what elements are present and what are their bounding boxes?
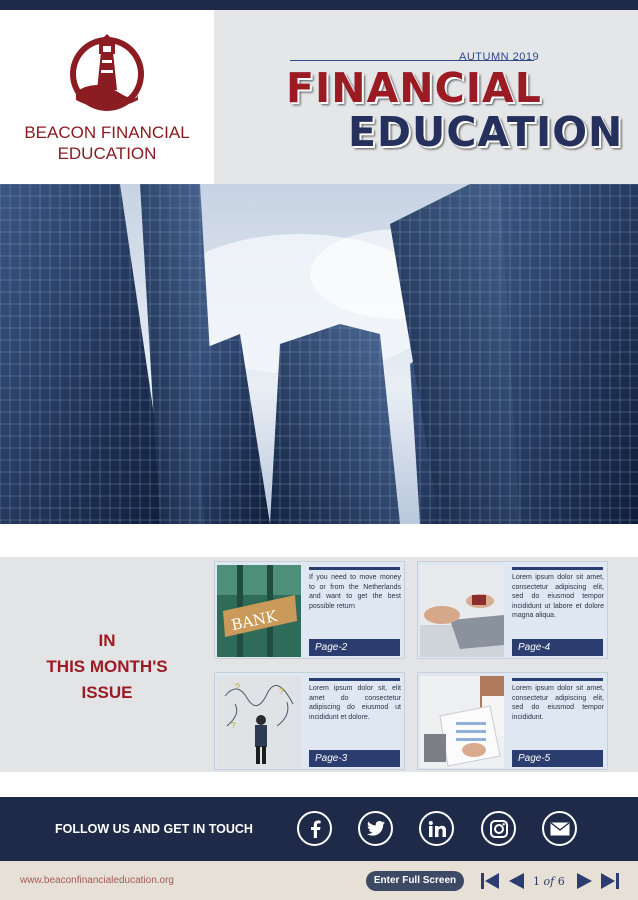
title-line2: EDUCATION [348,108,624,156]
top-bar [0,0,638,10]
twitter-icon[interactable] [358,811,393,846]
season-label: AUTUMN 2019 [459,51,540,63]
last-page-icon[interactable] [601,873,619,889]
card-page-label[interactable]: Page-5 [512,750,603,767]
svg-text:?: ? [231,721,236,730]
card-page-label[interactable]: Page-4 [512,639,603,656]
svg-text:BANK: BANK [229,606,279,635]
card-accent-line [512,678,603,681]
brand-name-line2: EDUCATION [57,144,157,163]
svg-text:?: ? [279,686,285,696]
article-card-page-3[interactable] [214,672,405,770]
card-page-label[interactable]: Page-3 [309,750,400,767]
card-description: Lorem ipsum dolor sit, elit amet do consectetur adipiscing do eiusmod ut incididunt et dolore. [309,685,401,721]
current-page: 1 [533,875,540,888]
enter-fullscreen-button[interactable]: Enter Full Screen [366,871,464,891]
lighthouse-icon [66,30,148,114]
card-description: Lorem ipsum dolor sit amet, consectetur adipiscing elit, sed do eiusmod tempor incididunt. [512,685,604,721]
page-indicator [533,875,565,888]
instagram-icon[interactable] [481,811,516,846]
card-description: If you need to move money to or from the Netherlands and want to get the best possible return [309,574,401,610]
hero-image [0,184,638,524]
facebook-icon[interactable] [297,811,332,846]
thinking-man-photo [217,676,301,768]
issue-heading [0,628,214,706]
next-page-icon[interactable] [577,873,592,889]
linkedin-icon[interactable] [419,811,454,846]
previous-page-icon[interactable] [509,873,524,889]
footer [0,797,638,861]
issue-heading-line1: IN [98,631,116,650]
card-description: Lorem ipsum dolor sit amet, consectetur adipiscing elit, sed do eiusmod tempor incididunt ut labore et dolore magna aliqua. [512,574,604,619]
article-card-page-2[interactable] [214,561,405,659]
email-icon[interactable] [542,811,577,846]
first-page-icon[interactable] [481,873,499,889]
card-accent-line [512,567,603,570]
card-page-label[interactable]: Page-2 [309,639,400,656]
bank-photo [217,565,301,657]
logo-block[interactable] [0,10,214,184]
masthead [214,10,638,184]
calculator-photo [420,676,504,768]
article-card-page-4[interactable] [417,561,608,659]
brand-name-line1: BEACON FINANCIAL [24,123,190,142]
skyscrapers-photo [0,184,638,524]
brand-name [0,122,214,164]
title-line1: FINANCIAL [286,64,542,112]
laptop-photo [420,565,504,657]
follow-text: FOLLOW US AND GET IN TOUCH [55,822,253,836]
issue-heading-line2: THIS MONTH'S [46,657,168,676]
page-of-label: of [543,875,555,888]
website-link[interactable]: www.beaconfinancialeducation.org [20,875,174,886]
total-pages: 6 [557,875,565,888]
card-accent-line [309,678,400,681]
issue-heading-line3: ISSUE [81,683,133,702]
card-accent-line [309,567,400,570]
viewer-toolbar [0,861,638,900]
article-card-page-5[interactable] [417,672,608,770]
svg-text:?: ? [235,682,241,692]
